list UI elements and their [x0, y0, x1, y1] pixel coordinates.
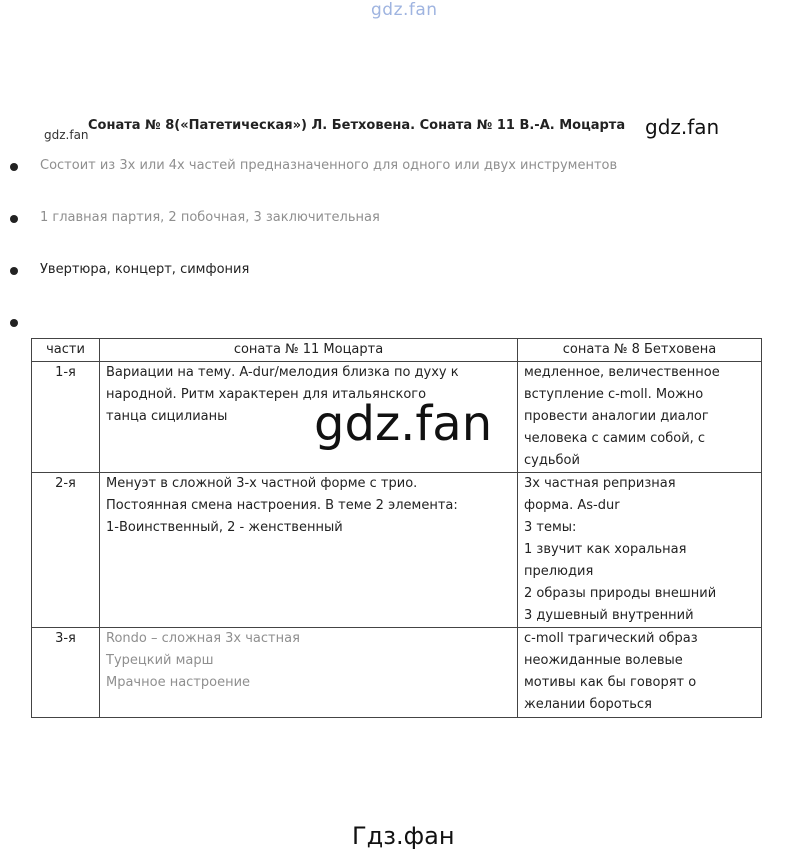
cell-line: мотивы как бы говорят о: [524, 675, 697, 690]
sonata-comparison-table: [31, 338, 762, 718]
cell-line: прелюдия: [524, 564, 594, 579]
cell-line: провести аналогии диалог: [524, 409, 709, 424]
header-beethoven: соната № 8 Бетховена: [518, 339, 762, 362]
part-number: 3-я: [32, 628, 100, 718]
mozart-cell: [100, 473, 518, 628]
table-row: [32, 628, 762, 718]
cell-line: вступление c-moll. Можно: [524, 387, 704, 402]
cell-line: человека с самим собой, с: [524, 431, 706, 446]
cell-line: неожиданные волевые: [524, 653, 683, 668]
cell-line: c-moll трагический образ: [524, 631, 698, 646]
cell-line: 2 образы природы внешний: [524, 586, 717, 601]
cell-line: Менуэт в сложной 3-х частной форме с трио.: [106, 476, 418, 491]
cell-line: 1 звучит как хоральная: [524, 542, 687, 557]
cell-line: Постоянная смена настроения. В теме 2 элемента:: [106, 498, 458, 513]
bullet-item-parts: 1 главная партия, 2 побочная, 3 заключительная: [40, 210, 380, 225]
header-parts: части: [32, 339, 100, 362]
cell-line: народной. Ритм характерен для итальянского: [106, 387, 427, 402]
cell-line: 3х частная репризная: [524, 476, 676, 491]
watermark-top: gdz.fan: [371, 0, 438, 20]
watermark-center: gdz.fan: [314, 396, 493, 452]
cell-line: 3 душевный внутренний: [524, 608, 694, 623]
bullet-marker: [10, 163, 18, 171]
beethoven-cell: [518, 628, 762, 718]
bullet-marker: [10, 267, 18, 275]
cell-line: 3 темы:: [524, 520, 577, 535]
cell-line: судьбой: [524, 453, 580, 468]
watermark-title-right: gdz.fan: [645, 115, 720, 139]
cell-line: Вариации на тему. A-dur/мелодия близка по духу к: [106, 365, 459, 380]
cell-line: Rondo – сложная 3х частная: [106, 631, 300, 646]
mozart-cell: [100, 628, 518, 718]
bullet-marker: [10, 319, 18, 327]
watermark-bottom: Гдз.фан: [352, 822, 455, 850]
part-number: 1-я: [32, 362, 100, 473]
bullet-item-structure: Состоит из 3х или 4х частей предназначенного для одного или двух инструментов: [40, 158, 618, 173]
bullet-item-genres: Увертюра, концерт, симфония: [40, 262, 250, 277]
part-number: 2-я: [32, 473, 100, 628]
cell-line: форма. As-dur: [524, 498, 620, 513]
watermark-small-left: gdz.fan: [44, 128, 89, 142]
bullet-marker: [10, 215, 18, 223]
cell-line: Мрачное настроение: [106, 675, 251, 690]
header-mozart: соната № 11 Моцарта: [100, 339, 518, 362]
cell-line: медленное, величественное: [524, 365, 720, 380]
cell-line: танца сицилианы: [106, 409, 228, 424]
page-title: Соната № 8(«Патетическая») Л. Бетховена. Соната № 11 В.-А. Моцарта: [88, 118, 626, 133]
table-row: [32, 473, 762, 628]
cell-line: 1-Воинственный, 2 - женственный: [106, 520, 343, 535]
cell-line: Турецкий марш: [106, 653, 214, 668]
beethoven-cell: [518, 362, 762, 473]
cell-line: желании бороться: [524, 697, 652, 712]
beethoven-cell: [518, 473, 762, 628]
table-header-row: [32, 339, 762, 362]
